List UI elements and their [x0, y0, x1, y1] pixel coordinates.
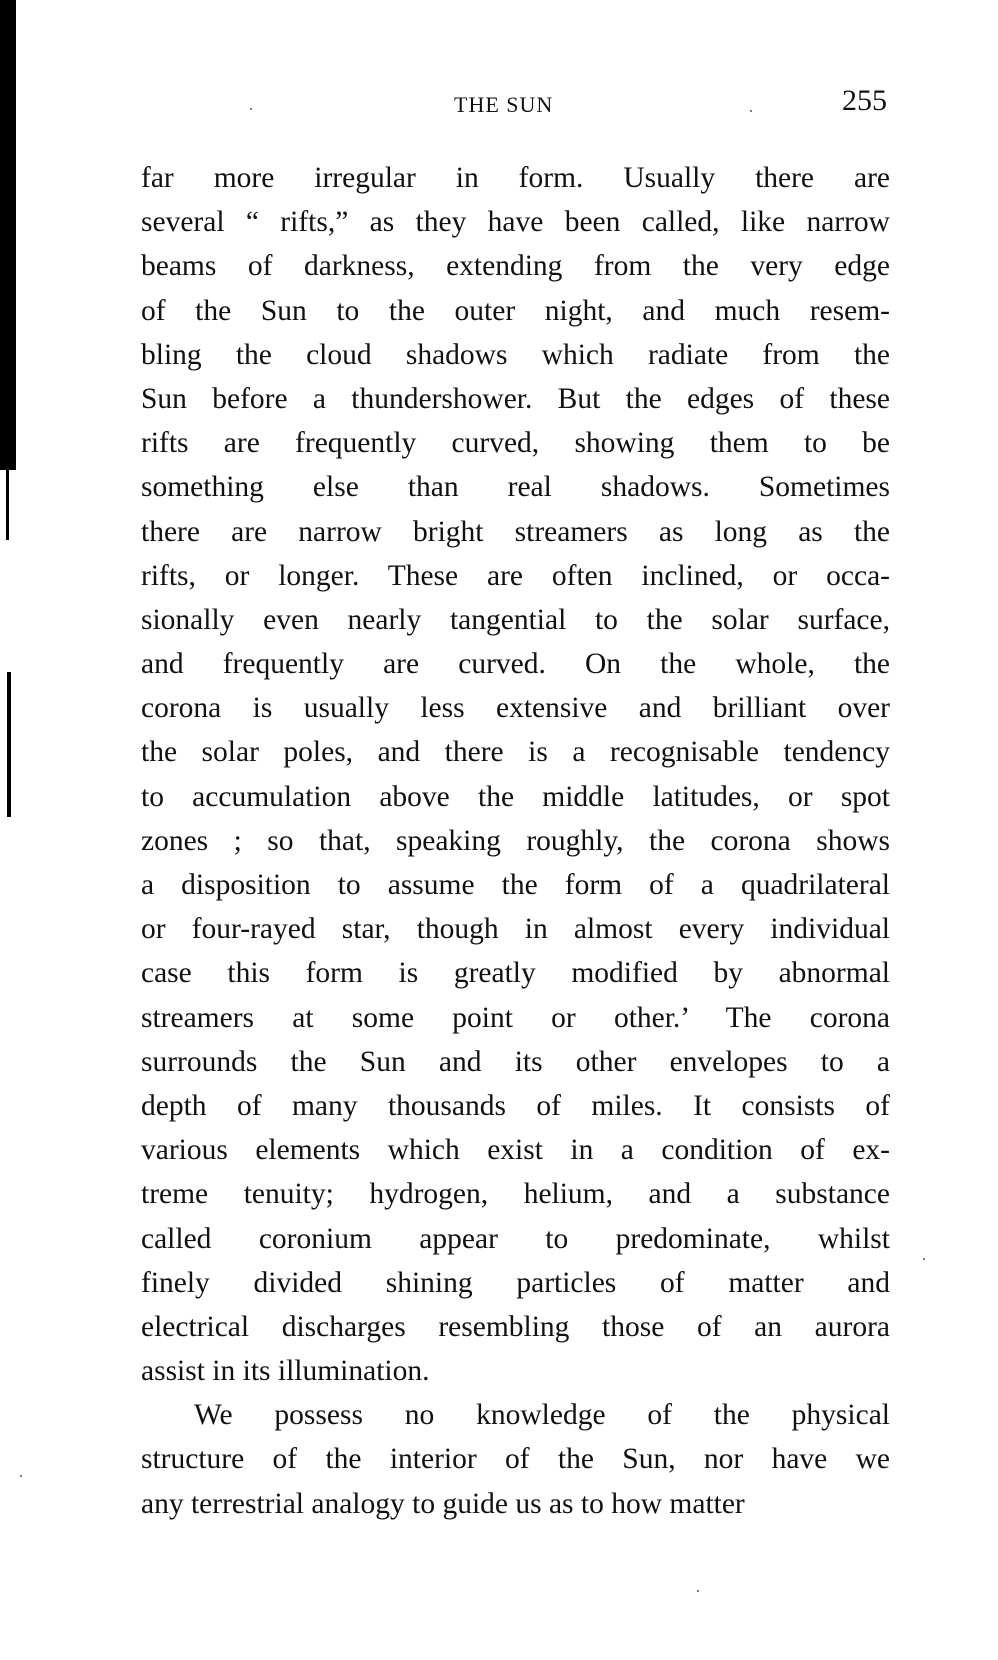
text-line: depth of many thousands of miles. It consists of	[141, 1089, 890, 1122]
scan-speck	[250, 108, 252, 110]
text-line: assist in its illumination.	[141, 1355, 430, 1388]
text-line: zones ; so that, speaking roughly, the corona shows	[141, 824, 890, 857]
text-line: corona is usually less extensive and brilliant over	[141, 692, 890, 725]
text-line: called coronium appear to predominate, whilst	[141, 1222, 890, 1255]
scan-binding-edge	[0, 0, 16, 470]
text-line: to accumulation above the middle latitudes, or spot	[141, 780, 890, 813]
text-line: treme tenuity; hydrogen, helium, and a substance	[141, 1178, 890, 1211]
text-line: streamers at some point or other.’ The corona	[141, 1001, 890, 1034]
text-line: finely divided shining particles of matter and	[141, 1266, 890, 1299]
text-line: beams of darkness, extending from the very edge	[141, 250, 890, 283]
text-line: and frequently are curved. On the whole, the	[141, 648, 890, 681]
text-line: of the Sun to the outer night, and much resem-	[141, 294, 890, 327]
scan-speck	[923, 1258, 925, 1260]
text-line: or four-rayed star, though in almost every individual	[141, 913, 890, 946]
scan-speck	[20, 1475, 22, 1477]
scan-speck	[697, 1590, 699, 1592]
text-line: structure of the interior of the Sun, nor have we	[141, 1443, 890, 1476]
text-line: the solar poles, and there is a recognisable tendency	[141, 736, 890, 769]
text-line: surrounds the Sun and its other envelopes to a	[141, 1045, 890, 1078]
text-line: several “ rifts,” as they have been called, like narrow	[141, 206, 890, 239]
text-line: rifts, or longer. These are often inclined, or occa-	[141, 559, 890, 592]
scan-binding-edge-tail	[6, 470, 9, 540]
page-body	[141, 156, 890, 1526]
text-line: We possess no knowledge of the physical	[194, 1399, 890, 1432]
scan-binding-mark	[7, 672, 11, 817]
text-line: a disposition to assume the form of a quadrilateral	[141, 869, 890, 901]
text-line: rifts are frequently curved, showing them to be	[141, 427, 890, 460]
paragraph	[141, 156, 890, 1393]
text-line: electrical discharges resembling those of an aurora	[141, 1310, 890, 1343]
scan-speck	[750, 110, 752, 112]
text-line: there are narrow bright streamers as long as the	[141, 515, 890, 548]
text-line: something else than real shadows. Sometimes	[141, 471, 890, 504]
text-line: sionally even nearly tangential to the solar surface,	[141, 603, 890, 636]
page-number: 255	[842, 84, 887, 117]
text-line: various elements which exist in a condition of ex-	[141, 1134, 890, 1167]
paragraph	[141, 1393, 890, 1526]
running-header-title: THE SUN	[454, 92, 554, 117]
text-line: bling the cloud shadows which radiate from the	[141, 338, 890, 371]
text-line: Sun before a thundershower. But the edges of these	[141, 382, 890, 415]
text-line: case this form is greatly modified by abnormal	[141, 957, 890, 990]
text-line: any terrestrial analogy to guide us as to how matter	[141, 1487, 745, 1520]
text-line: far more irregular in form. Usually there are	[141, 162, 890, 194]
